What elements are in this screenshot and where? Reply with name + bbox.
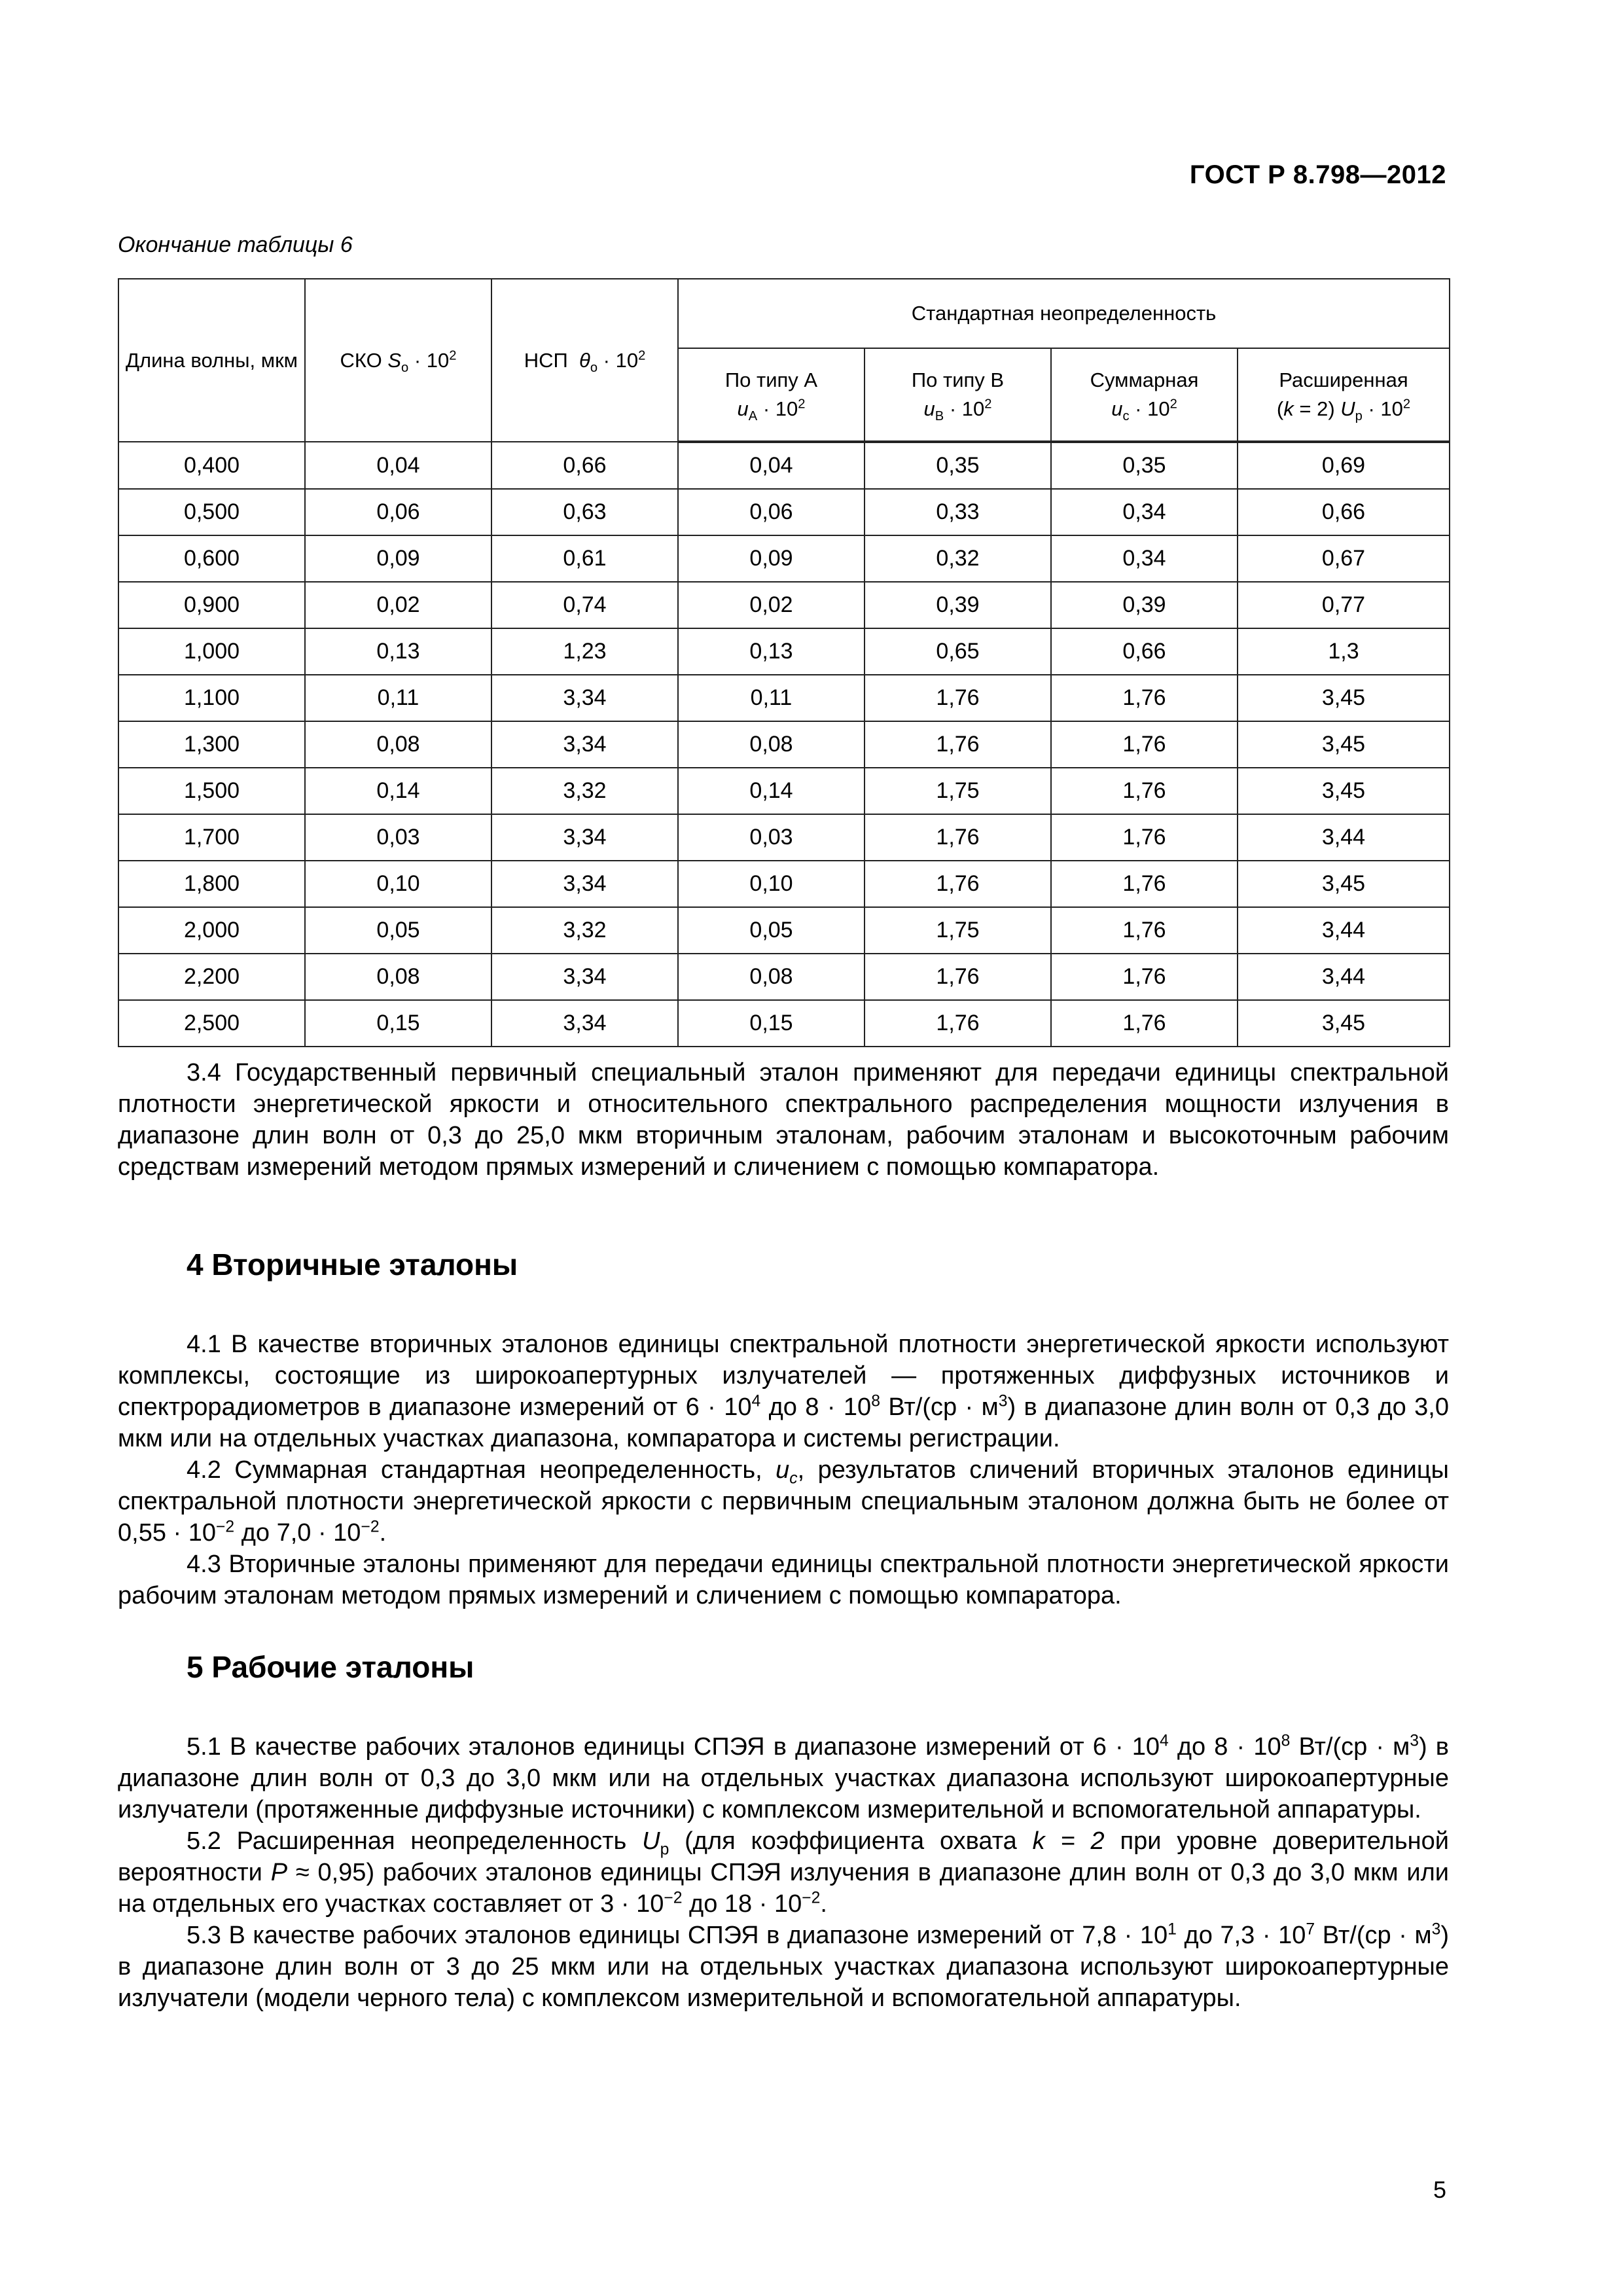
- table-cell: 0,02: [305, 582, 491, 628]
- table-cell: 3,32: [491, 907, 678, 954]
- table-cell: 0,13: [678, 628, 865, 675]
- table-caption: Окончание таблицы 6: [118, 232, 353, 257]
- table-row: [118, 1000, 1450, 1047]
- section-4-body: [118, 1329, 1449, 1611]
- table-cell: 1,3: [1238, 628, 1450, 675]
- table-cell: 0,32: [865, 535, 1051, 582]
- table-cell: 0,06: [305, 489, 491, 535]
- table-cell: 0,11: [305, 675, 491, 721]
- table-cell: 0,05: [305, 907, 491, 954]
- table-cell: 2,200: [118, 954, 305, 1000]
- table-cell: 1,76: [1051, 675, 1238, 721]
- header-sko: СКО $S_o \cdot 10^2$: [305, 279, 491, 442]
- document-code: ГОСТ Р 8.798—2012: [1189, 160, 1446, 189]
- table-cell: 0,14: [678, 768, 865, 814]
- table-row: [118, 907, 1450, 954]
- paragraph-5-2: 5.2 Расширенная неопределенность $U_p$ (для коэффициента охвата k = 2 при уровне доверительной вероятности P ≈ 0,95) рабочих эталонов единицы СПЭЯ излучения в диапазоне длин волн от 0,3 до 3,0 мкм или на отдельных его участках составляет от $3 \cdot 10^{-2}$ до $18 \cdot 10^{-2}$.: [118, 1827, 1449, 1918]
- table-cell: 1,700: [118, 814, 305, 861]
- table-cell: 0,900: [118, 582, 305, 628]
- table-cell: 0,63: [491, 489, 678, 535]
- table-cell: 1,76: [1051, 861, 1238, 907]
- table-cell: 1,76: [865, 721, 1051, 768]
- table-cell: 0,15: [305, 1000, 491, 1047]
- table-cell: 0,39: [1051, 582, 1238, 628]
- table-cell: 0,74: [491, 582, 678, 628]
- table-cell: 0,77: [1238, 582, 1450, 628]
- section-4-heading: 4 Вторичные эталоны: [187, 1247, 518, 1282]
- table-row: [118, 675, 1450, 721]
- table-cell: 3,44: [1238, 954, 1450, 1000]
- table-cell: 3,34: [491, 954, 678, 1000]
- table-cell: 0,66: [1051, 628, 1238, 675]
- table-cell: 0,04: [305, 442, 491, 489]
- table-cell: 0,10: [305, 861, 491, 907]
- table-cell: 1,23: [491, 628, 678, 675]
- table-cell: 0,09: [305, 535, 491, 582]
- table-cell: 0,03: [678, 814, 865, 861]
- table-cell: 0,61: [491, 535, 678, 582]
- header-expanded: Расширенная (k = 2) $U_p \cdot 10^2$: [1238, 348, 1450, 442]
- table-cell: 3,34: [491, 861, 678, 907]
- table-cell: 1,76: [1051, 1000, 1238, 1047]
- table-cell: 3,34: [491, 1000, 678, 1047]
- table-cell: 0,35: [865, 442, 1051, 489]
- table-cell: 0,11: [678, 675, 865, 721]
- table-cell: 0,33: [865, 489, 1051, 535]
- table-row: [118, 814, 1450, 861]
- table-cell: 3,45: [1238, 861, 1450, 907]
- table-row: [118, 768, 1450, 814]
- table-cell: 1,76: [865, 954, 1051, 1000]
- table-cell: 0,65: [865, 628, 1051, 675]
- table-row: [118, 954, 1450, 1000]
- table-cell: 0,08: [678, 954, 865, 1000]
- table-cell: 1,800: [118, 861, 305, 907]
- table-cell: 0,08: [678, 721, 865, 768]
- table-cell: 0,03: [305, 814, 491, 861]
- table-row: [118, 582, 1450, 628]
- paragraph-5-1: 5.1 В качестве рабочих эталонов единицы СПЭЯ в диапазоне измерений от $6 \cdot 10^4$ до $8 \cdot 10^8$ $Вт/(ср \cdot м^3)$ в диапазоне длин волн от 0,3 до 3,0 мкм или на отдельных участках диапазона используют широкоапертурные излучатели (протяженные диффузные источники) с комплексом измерительной и вспомогательной аппаратуры.: [118, 1732, 1449, 1823]
- table-cell: 0,67: [1238, 535, 1450, 582]
- table-cell: 1,100: [118, 675, 305, 721]
- paragraph-4-2: 4.2 Суммарная стандартная неопределенность, $u_c$, результатов сличений вторичных эталонов единицы спектральной плотности энергетической яркости с первичным специальным эталоном должна быть не более от $0,55 \cdot 10^{-2}$ до $7,0 \cdot 10^{-2}$.: [118, 1456, 1449, 1547]
- table-cell: 0,06: [678, 489, 865, 535]
- table-row: [118, 628, 1450, 675]
- table-cell: 0,69: [1238, 442, 1450, 489]
- table-cell: 0,34: [1051, 489, 1238, 535]
- table-cell: 0,13: [305, 628, 491, 675]
- table-cell: 1,76: [865, 814, 1051, 861]
- table-cell: 2,000: [118, 907, 305, 954]
- table-cell: 0,500: [118, 489, 305, 535]
- table-body: [118, 442, 1450, 1047]
- table-row: [118, 442, 1450, 489]
- table-cell: 3,45: [1238, 721, 1450, 768]
- table-cell: 1,76: [865, 861, 1051, 907]
- table-cell: 0,600: [118, 535, 305, 582]
- table-cell: 1,76: [1051, 721, 1238, 768]
- table-cell: 0,10: [678, 861, 865, 907]
- table-cell: 1,300: [118, 721, 305, 768]
- table-cell: 1,76: [865, 1000, 1051, 1047]
- table-cell: 1,500: [118, 768, 305, 814]
- table-cell: 3,34: [491, 814, 678, 861]
- paragraph-4-3: 4.3 Вторичные эталоны применяют для передачи единицы спектральной плотности энергетической яркости рабочим эталонам методом прямых измерений и сличением с помощью компаратора.: [118, 1551, 1449, 1609]
- table-cell: 0,02: [678, 582, 865, 628]
- table-cell: 3,44: [1238, 907, 1450, 954]
- table-cell: 0,04: [678, 442, 865, 489]
- table-cell: 3,45: [1238, 768, 1450, 814]
- table-cell: 3,45: [1238, 675, 1450, 721]
- table-row: [118, 721, 1450, 768]
- paragraph-5-3: 5.3 В качестве рабочих эталонов единицы СПЭЯ в диапазоне измерений от $7,8 \cdot 10^1$ до $7,3 \cdot 10^7$ $Вт/(ср \cdot м^3)$ в диапазоне длин волн от 3 до 25 мкм или на отдельных участках диапазона используют широкоапертурные излучатели (модели черного тела) с комплексом измерительной и вспомогательной аппаратуры.: [118, 1920, 1449, 2012]
- uncertainty-table: [118, 278, 1450, 1047]
- table-row: [118, 489, 1450, 535]
- table-cell: 0,15: [678, 1000, 865, 1047]
- table-cell: 1,76: [1051, 768, 1238, 814]
- paragraph-3-4: 3.4 Государственный первичный специальный эталон применяют для передачи единицы спектральной плотности энергетической яркости и относительного спектрального распределения мощности излучения в диапазоне длин волн от 0,3 до 25,0 мкм вторичным эталонам, рабочим эталонам и высокоточным рабочим средствам измерений методом прямых измерений и сличением с помощью компаратора.: [118, 1059, 1449, 1181]
- section-5-body: [118, 1731, 1449, 2014]
- table-cell: 0,400: [118, 442, 305, 489]
- header-nsp: НСП $\theta_o \cdot 10^2$: [491, 279, 678, 442]
- table-cell: 3,45: [1238, 1000, 1450, 1047]
- table-cell: 1,75: [865, 768, 1051, 814]
- table-cell: 0,08: [305, 954, 491, 1000]
- header-type-b: По типу В $u_B \cdot 10^2$: [865, 348, 1051, 442]
- table-cell: 1,76: [1051, 814, 1238, 861]
- header-total: Суммарная $u_c \cdot 10^2$: [1051, 348, 1238, 442]
- table-cell: 0,39: [865, 582, 1051, 628]
- table-cell: 1,75: [865, 907, 1051, 954]
- table-cell: 0,34: [1051, 535, 1238, 582]
- table-cell: 3,32: [491, 768, 678, 814]
- page-number: 5: [1433, 2176, 1446, 2203]
- table-cell: 3,44: [1238, 814, 1450, 861]
- table-cell: 0,05: [678, 907, 865, 954]
- table-cell: 1,76: [1051, 907, 1238, 954]
- table-row: [118, 861, 1450, 907]
- table-cell: 1,76: [1051, 954, 1238, 1000]
- header-wavelength: Длина волны, мкм: [118, 279, 305, 442]
- header-standard-uncertainty: Стандартная неопределенность: [678, 279, 1450, 348]
- table-row: [118, 535, 1450, 582]
- table-cell: 0,14: [305, 768, 491, 814]
- table-cell: 3,34: [491, 675, 678, 721]
- table-cell: 0,08: [305, 721, 491, 768]
- table-cell: 0,09: [678, 535, 865, 582]
- table-cell: 2,500: [118, 1000, 305, 1047]
- table-cell: 1,000: [118, 628, 305, 675]
- table-cell: 3,34: [491, 721, 678, 768]
- paragraph-4-1: 4.1 В качестве вторичных эталонов единицы спектральной плотности энергетической яркости используют комплексы, состоящие из широкоапертурных излучателей — протяженных диффузных источников и спектрорадиометров в диапазоне измерений от $6 \cdot 10^4$ до $8 \cdot 10^8$ $Вт/(ср \cdot м^3)$ в диапазоне длин волн от 0,3 до 3,0 мкм или на отдельных участках диапазона, компаратора и системы регистрации.: [118, 1331, 1449, 1452]
- table-cell: 1,76: [865, 675, 1051, 721]
- table-cell: 0,66: [1238, 489, 1450, 535]
- section-5-heading: 5 Рабочие эталоны: [187, 1650, 474, 1684]
- table-cell: 0,66: [491, 442, 678, 489]
- header-type-a: По типу А $u_A \cdot 10^2$: [678, 348, 865, 442]
- table-cell: 0,35: [1051, 442, 1238, 489]
